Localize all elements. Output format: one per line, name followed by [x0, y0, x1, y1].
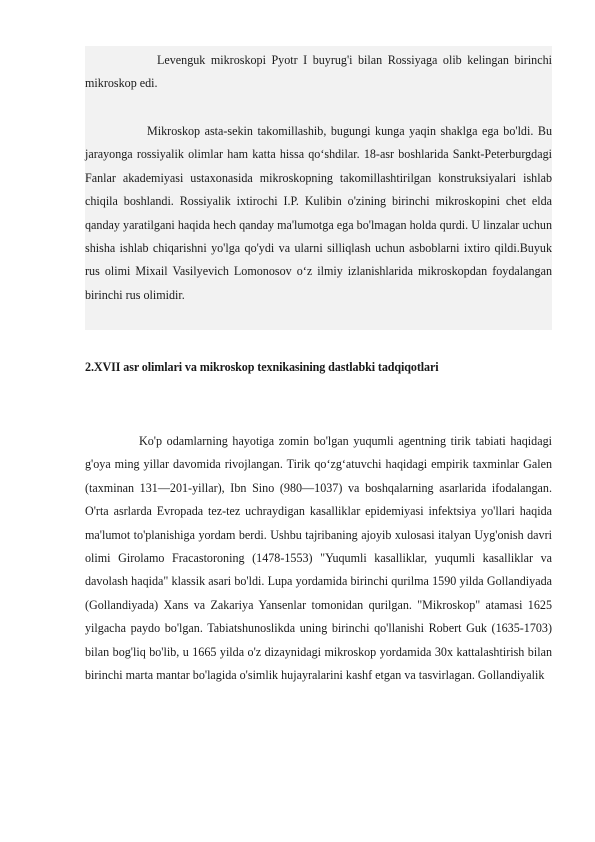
paragraph-levenguk: Levenguk mikroskopi Pyotr I buyrug'i bilan Rossiyaga olib kelingan birinchi mikroskop edi.	[85, 53, 552, 91]
section-heading: 2.XVII asr olimlari va mikroskop texnikasining dastlabki tadqiqotlari	[85, 360, 439, 374]
paragraph-mikroskop-takomillashuvi: Mikroskop asta-sekin takomillashib, bugungi kunga yaqin shaklga ega bo'ldi. Bu jarayonga rossiyalik olimlar ham katta hissa qo‘shdilar. 18-asr boshlarida Sankt-Peterburgdagi Fanlar akademiyasi ustaxonasida mikroskopning takomillashtirilgan konstruksiyalari ishlab chiqila boshlandi. Rossiyalik ixtirochi I.P. Kulibin o'zining birinchi mikroskopini chet elda qanday yaratilgani haqida hech qanday ma'lumotga ega bo'lmagan holda qurdi. U linzalar uchun shisha ishlab chiqarishni yo'lga qo'ydi va ularni silliqlash uchun asboblarni ixtiro qildi.Buyuk rus olimi Mixail Vasilyevich Lomonosov o‘z ilmiy izlanishlarida mikroskopdan foydalangan birinchi rus olimidir.	[85, 124, 552, 302]
paragraph-yuqumli-agent: Ko'p odamlarning hayotiga zomin bo'lgan yuqumli agentning tirik tabiati haqidagi g'oya ming yillar davomida rivojlangan. Tirik qo‘zg‘atuvchi haqidagi empirik taxminlar Galen (taxminan 131—201-yillar), Ibn Sino (980—1037) va boshqalarning asarlarida ifodalangan. O'rta asrlarda Evropada tez-tez uchraydigan kasalliklar epidemiyasi infektsiya yo'llari haqida ma'lumot to'planishiga yordam berdi. Ushbu tajribaning ajoyib xulosasi italyan Uyg'onish davri olimi Girolamo Fracastoroning (1478-1553) "Yuqumli kasalliklar, yuqumli kasalliklar va davolash haqida" klassik asari bo'ldi. Lupa yordamida birinchi qurilma 1590 yilda Gollandiyada (Gollandiyada) Xans va Zakariya Yansenlar tomonidan qurilgan. "Mikroskop" atamasi 1625 yilgacha paydo bo'lgan. Tabiatshunoslikda uning birinchi qo'llanishi Robert Guk (1635-1703) bilan bog'liq bo'lib, u 1665 yilda o'z dizaynidagi mikroskop yordamida 30x kattalashtirish bilan birinchi marta mantar bo'lagida o'simlik hujayralarini kashf etgan va tasvirlagan. Gollandiyalik	[85, 434, 552, 683]
